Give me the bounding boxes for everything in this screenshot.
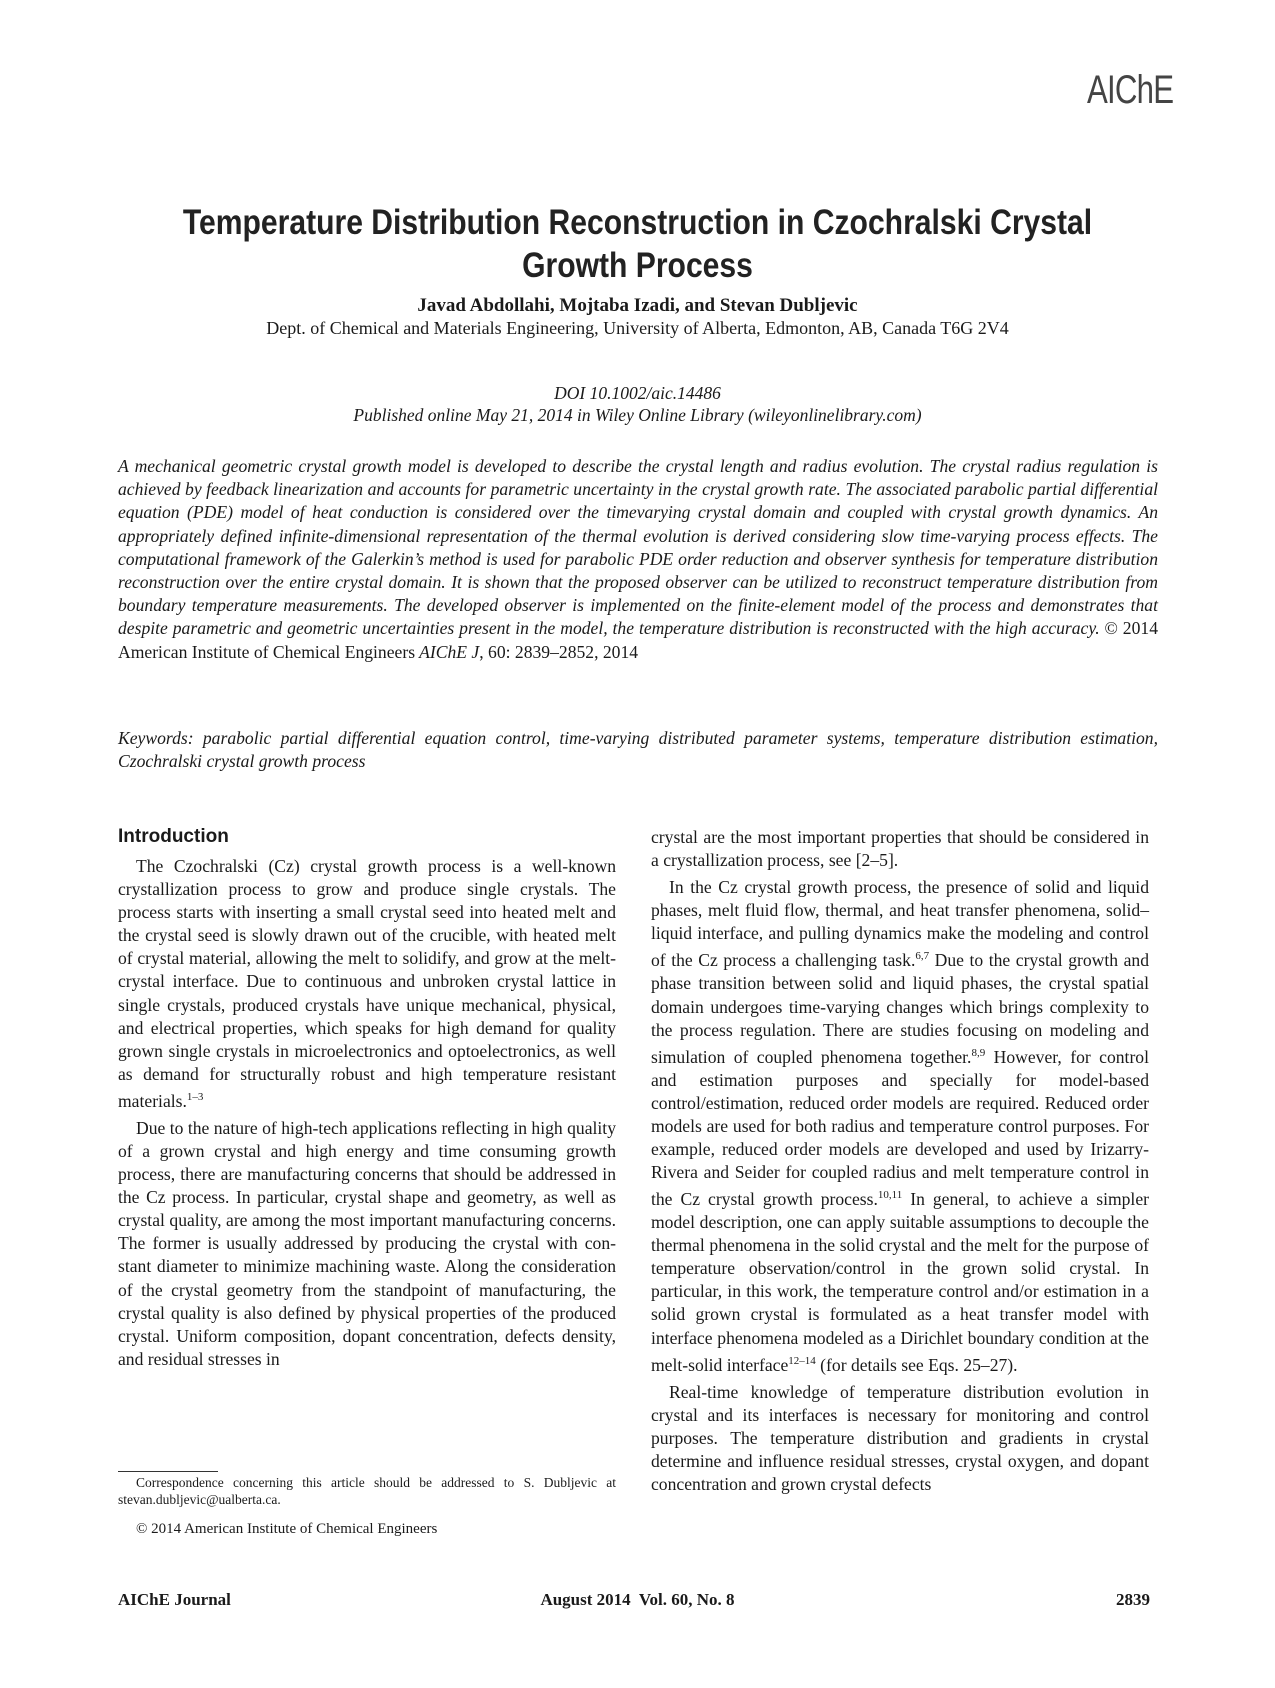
footer-issue: August 2014 Vol. 60, No. 8 <box>540 1590 735 1609</box>
text-segment: However, for control and estimation purposes and specially for model-based control/estimation, reduced order models are required. Reduced order models are used for both radius and temperature control purposes. For example, reduced order models are developed and used by Irizarry-Rivera and Seider for coupled radius and melt temperature control in the Cz crystal growth process. <box>651 1046 1149 1209</box>
citation-ref: 6,7 <box>915 950 930 963</box>
authors: Javad Abdollahi, Mojtaba Izadi, and Stevan Dubljevic <box>417 295 858 316</box>
copyright-note: © 2014 American Institute of Chemical Engineers <box>136 1521 438 1537</box>
intro-paragraph-1 <box>118 855 616 1113</box>
abstract <box>118 455 1158 664</box>
abstract-text: A mechanical geometric crystal growth model is developed to describe the crystal length and radius evolution. The crystal radius regulation is achieved by feedback linearization and accounts for parametric uncertainty in the crystal growth rate. The associated parabolic partial differential equation (PDE) model of heat conduction is considered over the timevarying crystal domain and coupled with crystal growth dynamics. An appropriately defined infinite-dimensional representation of the thermal evolution is derived considering slow time-varying process effects. The computational framework of the Galerkin’s method is used for parabolic PDE order reduction and observer synthesis for temperature distribution reconstruction over the entire crystal domain. It is shown that the proposed observer can be utilized to reconstruct temperature distribution from boundary temperature measurements. The developed observer is implemented on the finite-element model of the process and demonstrates that despite parametric and geometric uncertainties present in the model, the temperature distribution is reconstructed with the high accuracy. <box>118 456 1158 639</box>
footnote-divider <box>118 1471 218 1472</box>
intro-paragraph-2: Due to the nature of high-tech applications reflecting in high quality of a grown crystal and high energy and time consuming growth process, there are manufacturing concerns that should be addressed in the Cz process. In particular, crystal shape and geometry, as well as crystal quality, are among the most important manufacturing concerns. The former is usually addressed by producing the crystal with constant diameter to minimize machining waste. Along the consideration of the crystal geometry from the standpoint of manufacturing, the crystal quality is also defined by physical properties of the produced crystal. Uniform composition, dopant concentration, defects density, and residual stresses in <box>118 1117 616 1369</box>
keywords: Keywords: parabolic partial differential equation control, time-varying distributed parameter systems, temperature distribution estimation, Czochralski crystal growth process <box>118 728 1158 772</box>
paper-title: Temperature Distribution Reconstruction in Czochralski Crystal Growth Process <box>182 203 1093 286</box>
citation-ref: 1–3 <box>186 1090 204 1103</box>
intro-paragraph-1-text: The Czochralski (Cz) crystal growth process is a well-known crystallization process to grow and produce single crystals. The process starts with inserting a small crystal seed into heated melt and the crystal seed is slowly drawn out of the crucible, with heated melt of crystal material, allowing the melt to solidify, and grow at the melt-crystal interface. Due to continuous and unbroken crystal lattice in single crystals, produced crystals have unique mechanical, physical, and electrical properties, which speaks for high demand for quality grown single crystals in microelectronics and optoelectronics, as well as demand for structurally robust and high temperature resistant materials. <box>118 856 616 1111</box>
intro-paragraph-2-cont: crystal are the most important properties that should be considered in a crystallization process, see [2–5]. <box>651 827 1149 871</box>
abstract-citation: , 60: 2839–2852, 2014 <box>479 641 639 662</box>
footer-page-number: 2839 <box>1116 1590 1150 1609</box>
citation-ref: 10,11 <box>877 1189 903 1202</box>
text-segment: (for details see Eqs. 25–27). <box>815 1354 1018 1375</box>
section-heading-introduction: Introduction <box>118 826 229 847</box>
intro-paragraph-3 <box>651 876 1149 1376</box>
affiliation: Dept. of Chemical and Materials Engineering, University of Alberta, Edmonton, AB, Canada T6G 2V4 <box>266 318 1009 338</box>
publication-info: Published online May 21, 2014 in Wiley Online Library (wileyonlinelibrary.com) <box>353 405 922 425</box>
text-segment: Due to the crystal growth and phase transition between solid and liquid phases, the crystal spatial domain undergoes time-varying changes which brings complexity to the process regulation. There are studies focusing on modeling and simulation of coupled phenomena together. <box>651 950 1149 1067</box>
right-column <box>651 826 1149 1500</box>
citation-ref: 12–14 <box>788 1354 816 1367</box>
left-column <box>118 826 616 1375</box>
abstract-copyright: © 2014 American Institute of Chemical Engineers <box>118 618 1158 662</box>
aiche-logo: AIChE <box>1087 68 1174 112</box>
correspondence-footnote: Correspondence concerning this article should be addressed to S. Dubljevic at stevan.dubljevic@ualberta.ca. <box>118 1475 616 1507</box>
journal-abbrev: AIChE J <box>419 641 480 662</box>
intro-paragraph-4: Real-time knowledge of temperature distribution evolution in crystal and its interfaces is necessary for monitoring and control purposes. The temperature distribution and gradients in crystal determine and influence residual stresses, crystal oxygen, and dopant concentration and grown crystal defects <box>651 1381 1149 1494</box>
text-segment: In general, to achieve a simpler model description, one can apply suitable assumptions to decouple the thermal phenomena in the solid crystal and the melt for the purpose of temperature observation/control in the grown solid crystal. In particular, in this work, the temperature control and/or estimation in a solid grown crystal is formulated as a heat transfer model with interface phenomena modeled as a Dirichlet boundary condition at the melt-solid interface <box>651 1188 1149 1375</box>
footer-journal: AIChE Journal <box>118 1590 231 1609</box>
doi: DOI 10.1002/aic.14486 <box>554 383 721 403</box>
citation-ref: 8,9 <box>971 1046 986 1059</box>
text-segment: In the Cz crystal growth process, the presence of solid and liquid phases, melt fluid flow, thermal, and heat transfer phenomena, solid–liquid interface, and pulling dynamics make the modeling and control of the Cz process a challenging task. <box>651 877 1149 971</box>
